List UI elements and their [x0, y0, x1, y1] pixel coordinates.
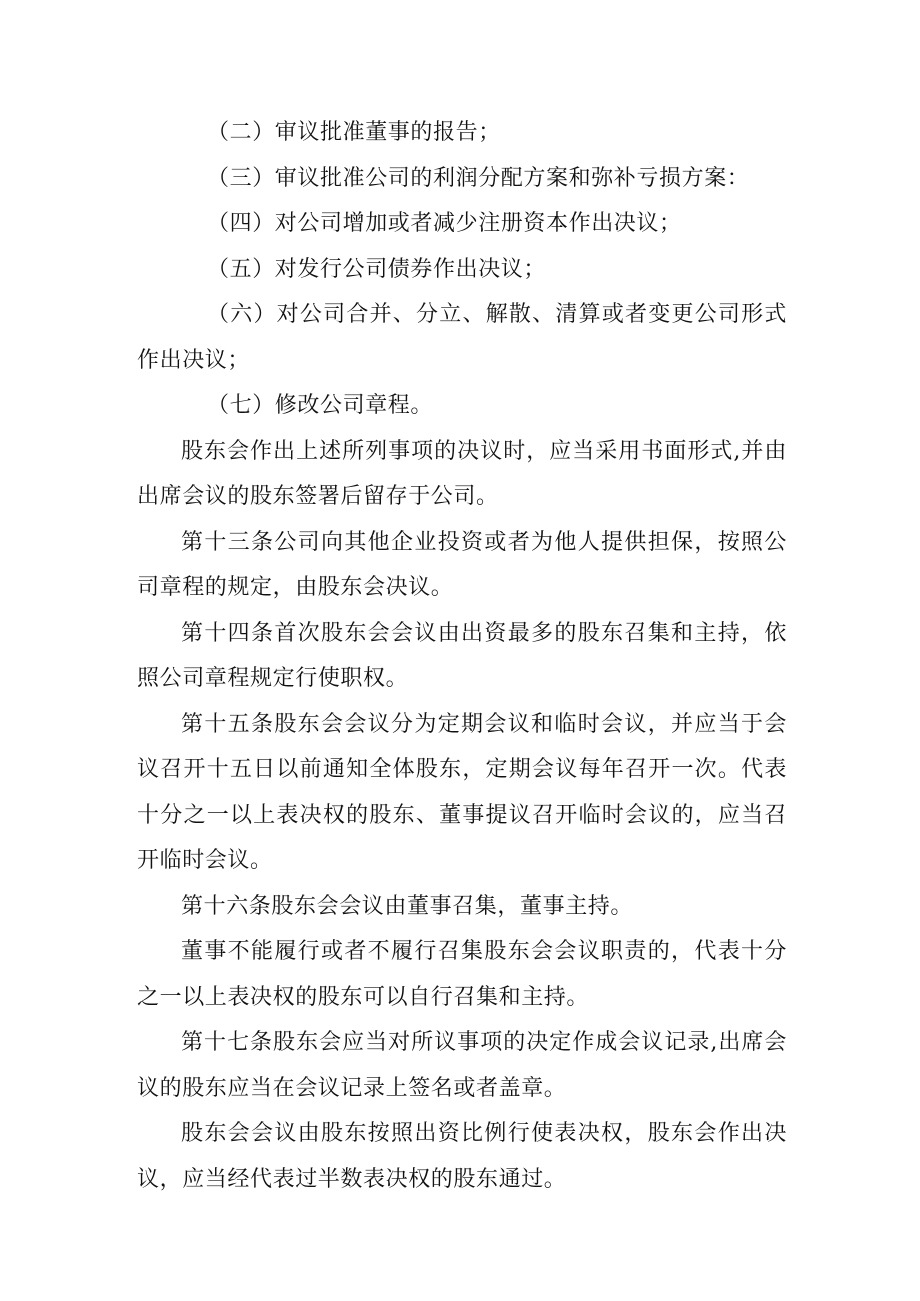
paragraph-written-resolution: 股东会作出上述所列事项的决议时，应当采用书面形式,并由出席会议的股东签署后留存于公司。: [137, 438, 787, 509]
article-13: 第十三条公司向其他企业投资或者为他人提供担保，按照公司章程的规定，由股东会决议。: [137, 529, 787, 600]
paragraph-voting-rights: 股东会会议由股东按照出资比例行使表决权，股东会作出决议，应当经代表过半数表决权的股东通过。: [137, 1121, 787, 1192]
paragraph-convening-fallback: 董事不能履行或者不履行召集股东会会议职责的，代表十分之一以上表决权的股东可以自行召集和主持。: [137, 939, 787, 1010]
clause-item-4: （四）对公司增加或者减少注册资本作出决议；: [207, 211, 682, 236]
article-14: 第十四条首次股东会会议由出资最多的股东召集和主持，依照公司章程规定行使职权。: [137, 620, 787, 691]
clause-item-7: （七）修改公司章程。: [207, 393, 434, 418]
document-body: [137, 110, 787, 1202]
clause-item-2: （二）审议批准董事的报告；: [207, 120, 501, 145]
clause-item-3: （三）审议批准公司的利润分配方案和弥补亏损方案：: [207, 165, 750, 191]
article-15: 第十五条股东会会议分为定期会议和临时会议，并应当于会议召开十五日以前通知全体股东，定期会议每年召开一次。代表十分之一以上表决权的股东、董事提议召开临时会议的，应当召开临时会议。: [137, 711, 787, 873]
article-17: 第十七条股东会应当对所议事项的决定作成会议记录,出席会议的股东应当在会议记录上签名或者盖章。: [137, 1030, 787, 1101]
article-16: 第十六条股东会会议由董事召集，董事主持。: [181, 893, 634, 919]
clause-item-6: （六）对公司合并、分立、解散、清算或者变更公司形式作出决议；: [137, 302, 787, 373]
clause-item-5: （五）对发行公司债券作出决议；: [207, 256, 547, 282]
